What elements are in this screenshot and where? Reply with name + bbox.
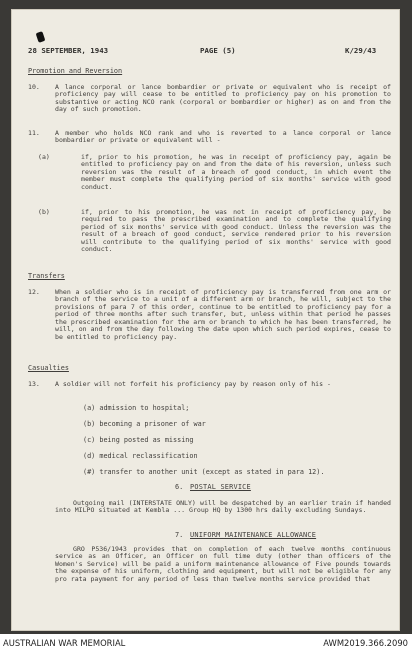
header-date: 28 SEPTEMBER, 1943 [28,46,109,55]
punch-hole-mark [36,31,46,43]
uniform-section-text: GRO P536/1943 provides that on completion of each twelve months continuous service as an Officer, an Officer on full time duty (other than officers of the Women's Service) will be paid a uniform maintenance allowance of Five pounds towards the expense of his uniform, clothing and equipment, but will not be eligible for any pro rata payment for any period of less than twelve months service provided that [55,545,391,583]
paragraph-text: When a soldier who is in receipt of proficiency pay is transferred from one arm or branch of the service to a unit of a different arm or branch, he will, subject to the provisions of para 7 of this order, continue to be entitled to proficiency pay for a period of three months after such transfer, but, unless within that period he passes the prescribed examination for the arm or branch to which he has been transferred, he will, on and from the day following the date upon which such period expires, cease to be entitled to proficiency pay. [55,288,391,341]
uniform-section-heading: UNIFORM MAINTENANCE ALLOWANCE [190,531,317,539]
list-item: (b) becoming a prisoner of war [83,420,206,428]
postal-section-text: Outgoing mail (INTERSTATE ONLY) will be despatched by an earlier train if handed into MILPO situated at Kembla ... Group HQ by 1300 hrs daily excluding Sundays. [55,499,391,515]
section-heading-transfers: Transfers [28,272,65,280]
subparagraph-label: (b) [38,208,50,216]
paragraph-number: 12. [28,288,40,296]
footer-institution: AUSTRALIAN WAR MEMORIAL [3,638,126,648]
paragraph-text: A member who holds NCO rank and who is reverted to a lance corporal or lance bombardier or private or equivalent will - [55,129,391,145]
postal-section-number: 6. [175,483,184,491]
list-item: (a) admission to hospital; [83,404,190,412]
paragraph-text: A soldier will not forfeit his proficiency pay by reason only of his - [55,380,331,388]
uniform-section-number: 7. [175,531,184,539]
document-header [11,46,400,60]
paragraph-number: 11. [28,129,40,137]
archive-footer [0,634,412,653]
header-reference: K/29/43 [345,46,377,55]
footer-accession-number: AWM2019.366.2090 [323,638,408,648]
header-page-number: PAGE (5) [200,46,236,55]
postal-section-heading: POSTAL SERVICE [190,483,251,491]
subparagraph-label: (a) [38,153,50,161]
section-heading-casualties: Casualties [28,364,69,372]
section-heading-promotion: Promotion and Reversion [28,67,123,75]
list-item: (#) transfer to another unit (except as stated in para 12). [83,468,325,476]
paragraph-number: 13. [28,380,40,388]
document-page [11,9,400,631]
subparagraph-text: if, prior to his promotion, he was not in receipt of proficiency pay, be required to pass the prescribed examination and to complete the qualifying period of six months' service with good conduct. Unless the reversion was the result of a breach of good conduct, service rendered prior to his reversion will contribute to the qualifying period of six months' service with good conduct. [81,208,391,254]
list-item: (c) being posted as missing [83,436,194,444]
paragraph-text: A lance corporal or lance bombardier or private or equivalent who is receipt of proficiency pay will cease to be entitled to proficiency pay on his promotion to substantive or acting NCO rank (corporal or bombardier or higher) as on and from the day of such promotion. [55,83,391,114]
subparagraph-text: if, prior to his promotion, he was in receipt of proficiency pay, again be entitled to proficiency pay on and from the date of his reversion, unless such reversion was the result of a breach of good conduct, in which event the member must complete the qualifying period of six months' service with good conduct. [81,153,391,191]
list-item: (d) medical reclassification [83,452,198,460]
paragraph-number: 10. [28,83,40,91]
